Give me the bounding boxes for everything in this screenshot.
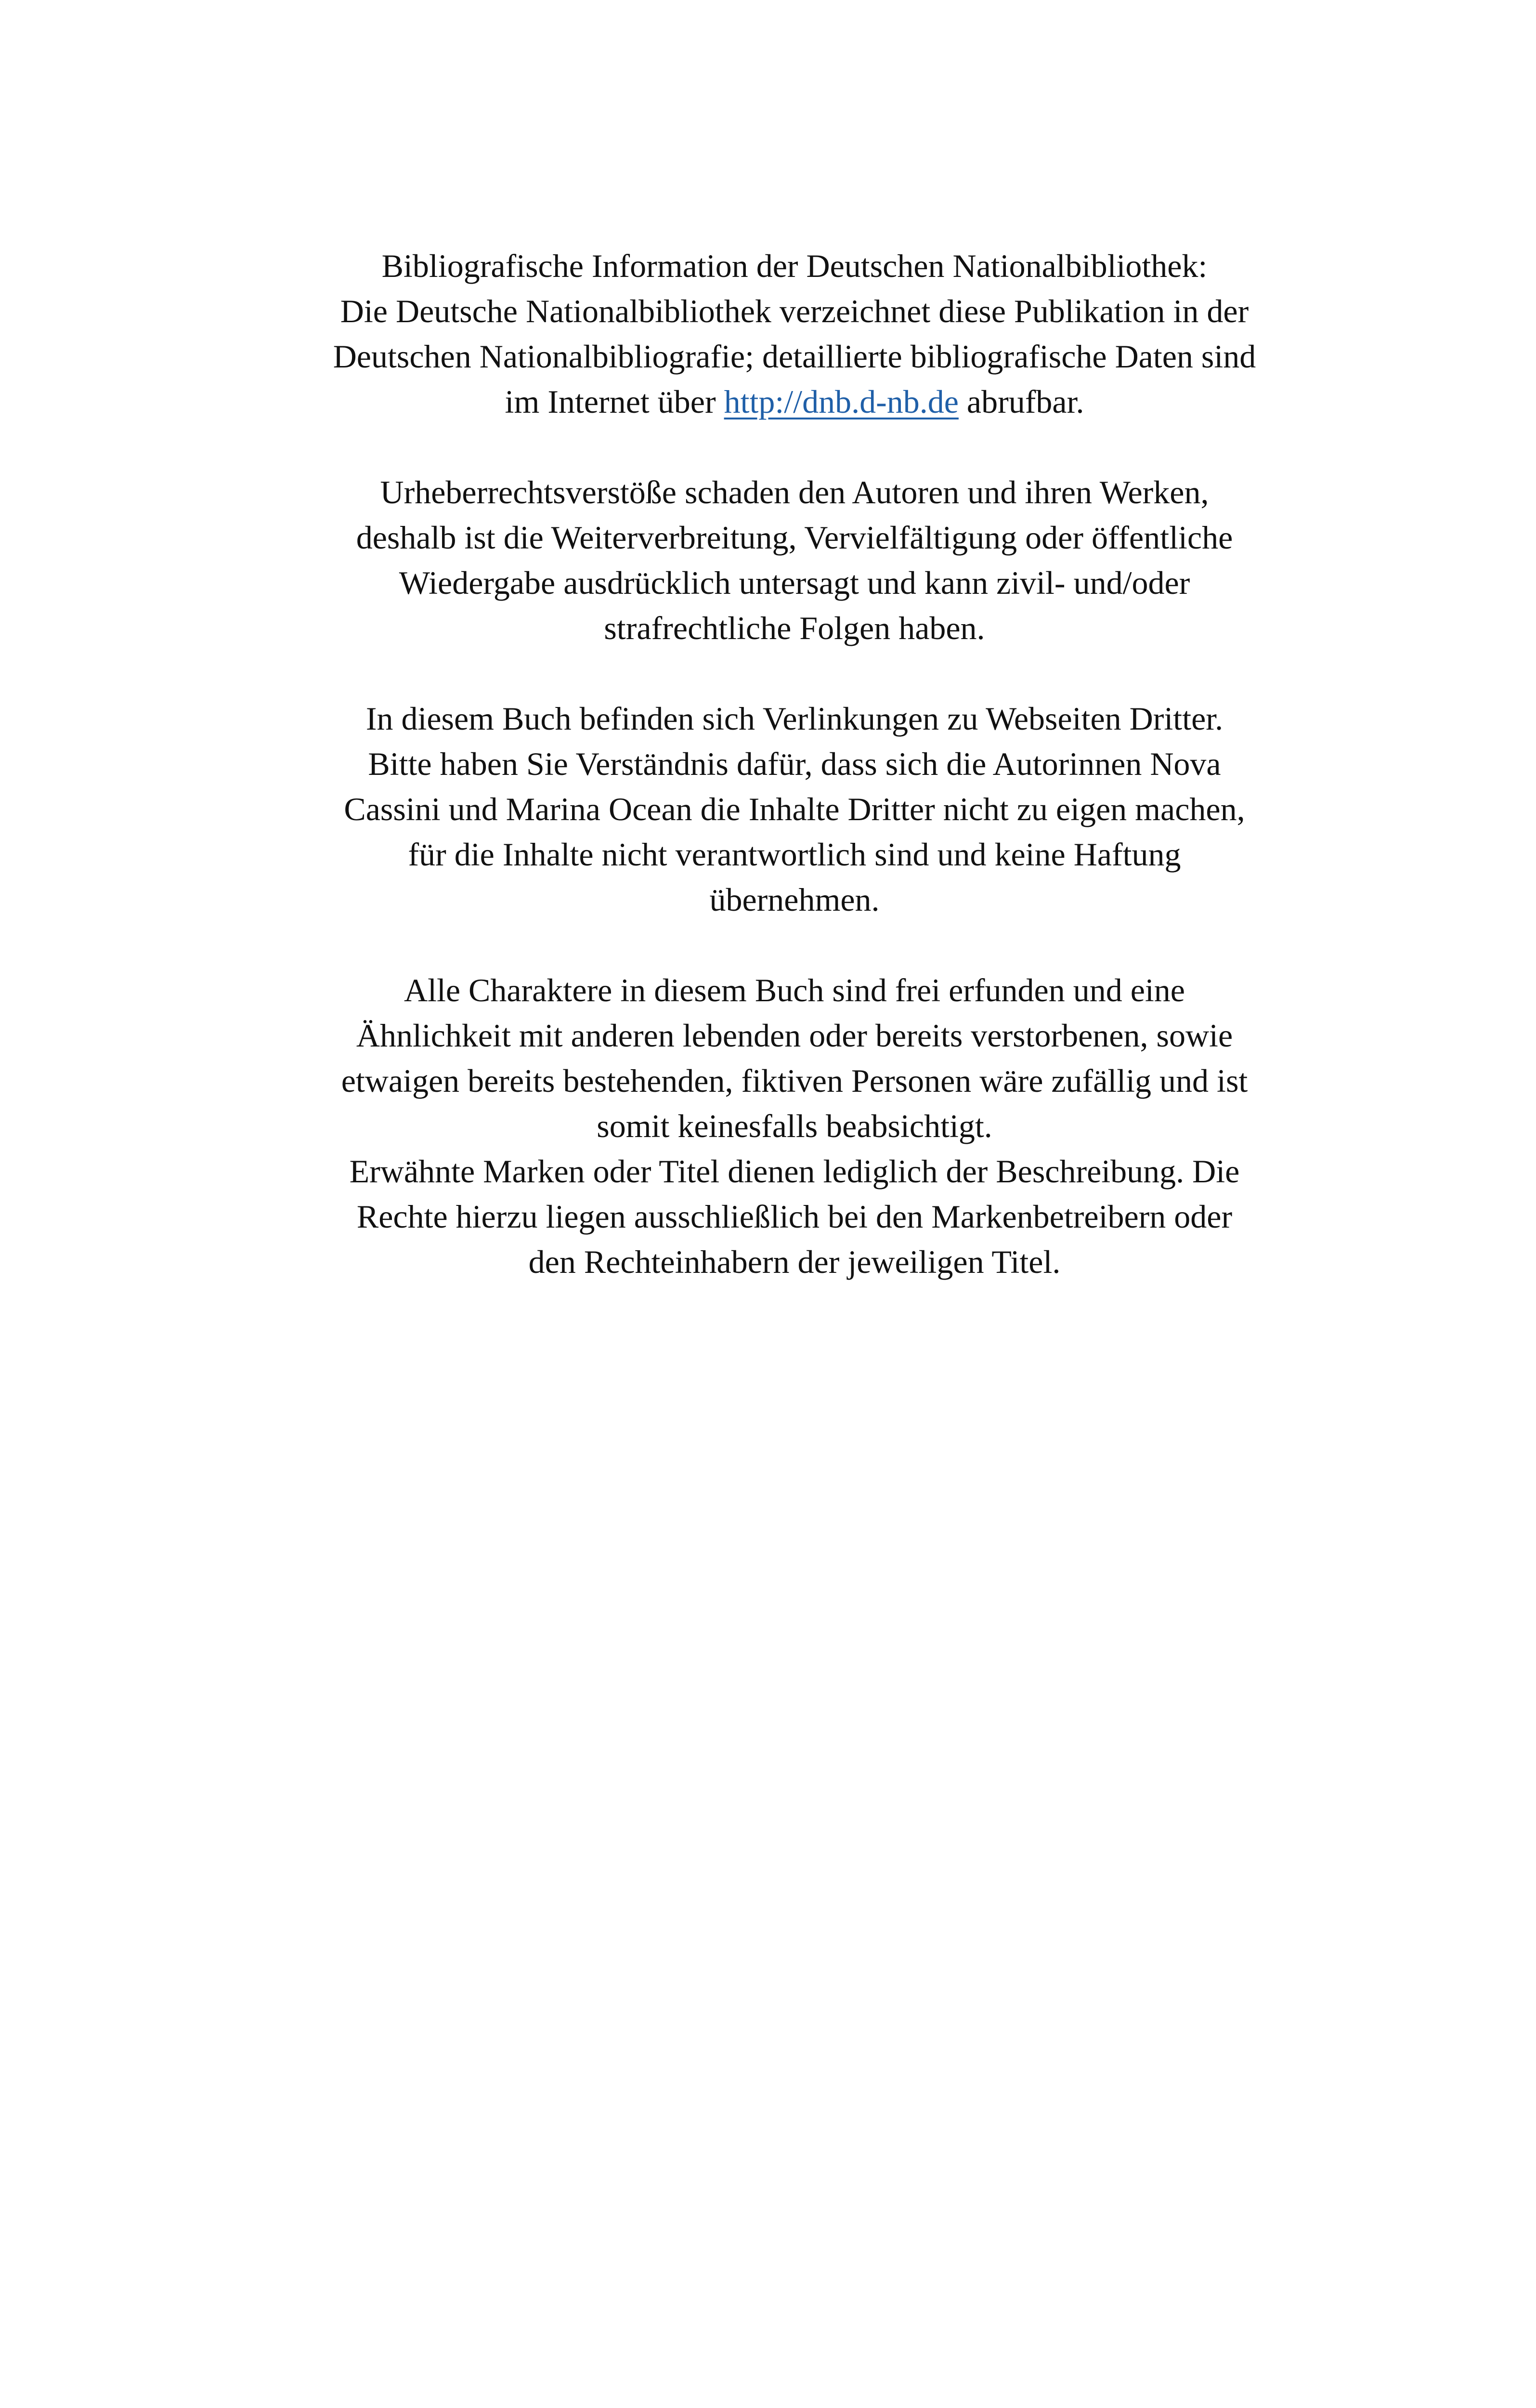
dnb-notice-line: Bibliografische Information der Deutschen Nationalbibliothek: — [381, 248, 1208, 284]
trademark-disclaimer-line: Rechte hierzu liegen ausschließlich bei den Markenbetreibern oder — [356, 1198, 1233, 1235]
external-links-disclaimer-line: Bitte haben Sie Verständnis dafür, dass sich die Autorinnen Nova — [368, 746, 1221, 782]
dnb-notice-line: Deutschen Nationalbibliografie; detaillierte bibliografische Daten sind — [333, 338, 1256, 375]
copyright-notice — [270, 470, 1319, 651]
dnb-notice-last-line — [270, 379, 1319, 424]
fiction-disclaimer-line: etwaigen bereits bestehenden, fiktiven Personen wäre zufällig und ist — [341, 1062, 1248, 1099]
external-links-disclaimer-line: für die Inhalte nicht verantwortlich sind und keine Haftung — [408, 836, 1181, 873]
fiction-disclaimer-line: Alle Charaktere in diesem Buch sind frei erfunden und eine — [404, 972, 1185, 1008]
dnb-notice — [270, 243, 1319, 424]
external-links-disclaimer-line: In diesem Buch befinden sich Verlinkungen zu Webseiten Dritter. — [365, 700, 1224, 737]
copyright-notice-line: deshalb ist die Weiterverbreitung, Vervielfältigung oder öffentliche — [356, 519, 1233, 556]
imprint-text — [270, 243, 1319, 1284]
trademark-disclaimer — [270, 1149, 1319, 1284]
copyright-notice-line: Urheberrechtsverstöße schaden den Autoren und ihren Werken, — [380, 474, 1209, 510]
copyright-notice-line: strafrechtliche Folgen haben. — [604, 610, 985, 646]
fiction-disclaimer-line: Ähnlichkeit mit anderen lebenden oder bereits verstorbenen, sowie — [356, 1017, 1233, 1054]
external-links-disclaimer — [270, 696, 1319, 922]
external-links-disclaimer-line: übernehmen. — [709, 881, 880, 918]
dnb-notice-prefix: im Internet über — [505, 383, 724, 420]
dnb-notice-suffix: abrufbar. — [958, 383, 1084, 420]
external-links-disclaimer-line: Cassini und Marina Ocean die Inhalte Dritter nicht zu eigen machen, — [344, 791, 1245, 827]
dnb-link[interactable]: http://dnb.d-nb.de — [724, 383, 959, 420]
copyright-notice-line: Wiedergabe ausdrücklich untersagt und kann zivil- und/oder — [399, 564, 1190, 601]
trademark-disclaimer-line: den Rechteinhabern der jeweiligen Titel. — [528, 1243, 1061, 1280]
fiction-disclaimer — [270, 968, 1319, 1149]
fiction-disclaimer-line: somit keinesfalls beabsichtigt. — [597, 1108, 992, 1144]
dnb-notice-line: Die Deutsche Nationalbibliothek verzeichnet diese Publikation in der — [340, 293, 1249, 329]
trademark-disclaimer-line: Erwähnte Marken oder Titel dienen lediglich der Beschreibung. Die — [349, 1153, 1240, 1190]
